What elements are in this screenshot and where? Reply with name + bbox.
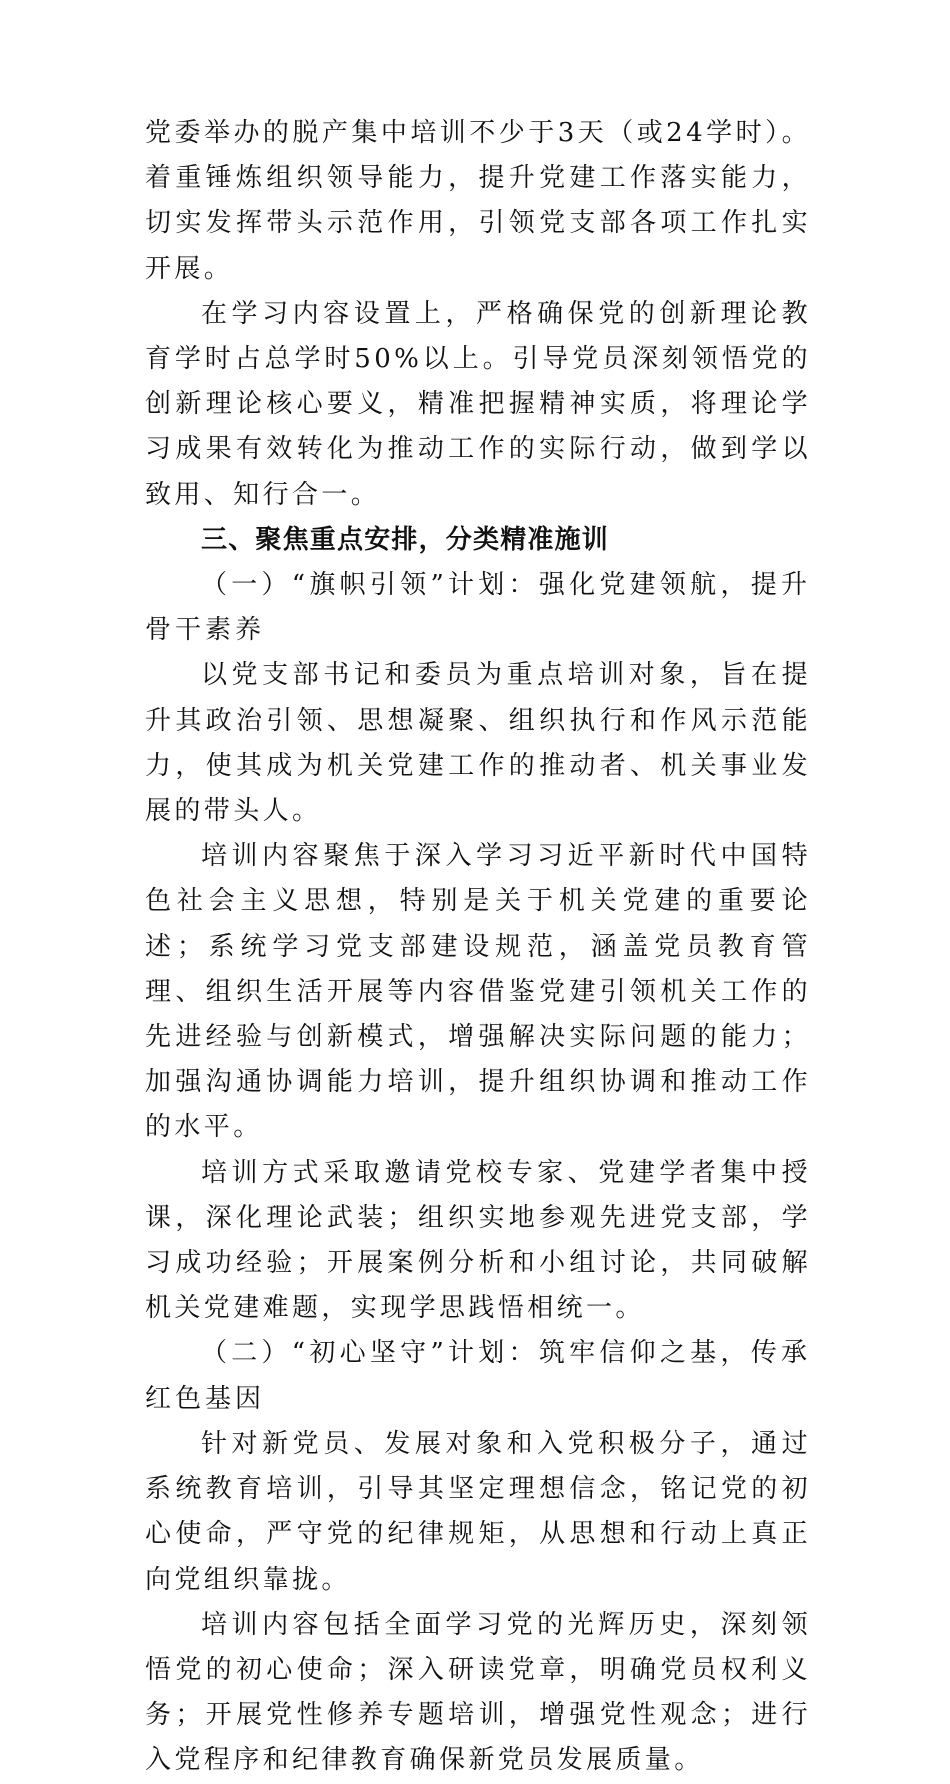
paragraph-training-duration: 党委举办的脱产集中培训不少于3天（或24学时）。着重锤炼组织领导能力，提升党建工作落实能力，切实发挥带头示范作用，引领党支部各项工作扎实开展。 <box>145 118 811 284</box>
subheading-plan-1: （一）“旗帜引领”计划：强化党建领航，提升骨干素养 <box>145 570 811 646</box>
document-body <box>145 111 811 1784</box>
paragraph-plan-2-content: 培训内容包括全面学习党的光辉历史，深刻领悟党的初心使命；深入研读党章，明确党员权利义务；开展党性修养专题培训，增强党性观念；进行入党程序和纪律教育确保新党员发展质量。 <box>145 1609 811 1776</box>
subheading-plan-2: （二）“初心坚守”计划：筑牢信仰之基，传承红色基因 <box>145 1338 811 1414</box>
paragraph-plan-1-method: 培训方式采取邀请党校专家、党建学者集中授课，深化理论武装；组织实地参观先进党支部，学习成功经验；开展案例分析和小组讨论，共同破解机关党建难题，实现学思践悟相统一。 <box>145 1157 811 1324</box>
section-heading-3: 三、聚焦重点安排，分类精准施训 <box>201 524 610 555</box>
paragraph-study-content: 在学习内容设置上，严格确保党的创新理论教育学时占总学时50%以上。引导党员深刻领悟党的创新理论核心要义，精准把握精神实质，将理论学习成果有效转化为推动工作的实际行动，做到学以致用、知行合一。 <box>145 298 811 510</box>
paragraph-plan-2-target: 针对新党员、发展对象和入党积极分子，通过系统教育培训，引导其坚定理想信念，铭记党的初心使命，严守党的纪律规矩，从思想和行动上真正向党组织靠拢。 <box>145 1428 811 1595</box>
paragraph-plan-1-target: 以党支部书记和委员为重点培训对象，旨在提升其政治引领、思想凝聚、组织执行和作风示范能力，使其成为机关党建工作的推动者、机关事业发展的带头人。 <box>145 660 811 827</box>
paragraph-plan-1-content: 培训内容聚焦于深入学习习近平新时代中国特色社会主义思想，特别是关于机关党建的重要论述；系统学习党支部建设规范，涵盖党员教育管理、组织生活开展等内容借鉴党建引领机关工作的先进经验与创新模式，增强解决实际问题的能力；加强沟通协调能力培训，提升组织协调和推动工作的水平。 <box>145 841 811 1143</box>
